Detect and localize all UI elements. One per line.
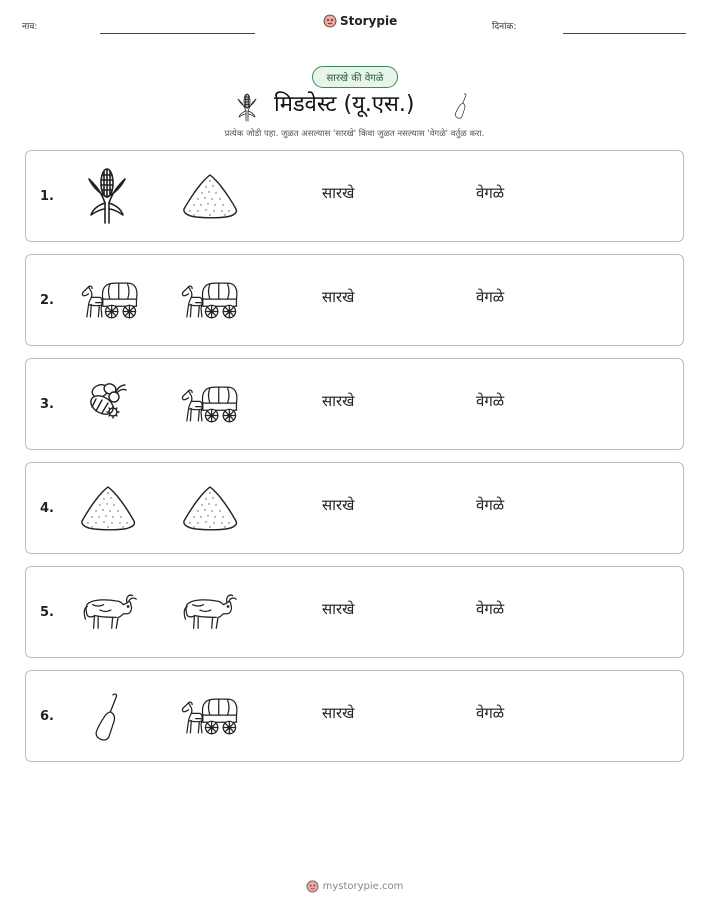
trowel-icon (90, 689, 124, 745)
bee-icon (82, 379, 132, 429)
name-label: नाव: (22, 22, 38, 32)
corn-icon (82, 165, 132, 225)
question-number: 3. (40, 397, 54, 412)
brand-name: Storypie (340, 14, 398, 28)
ox-icon (180, 587, 238, 635)
worksheet-type-badge: सारखे की वेगळे (312, 66, 398, 88)
covered-wagon-icon (178, 277, 240, 323)
title-row (0, 88, 709, 124)
different-option[interactable]: वेगळे (476, 704, 505, 722)
same-option[interactable]: सारखे (322, 184, 355, 202)
same-option[interactable]: सारखे (322, 600, 355, 618)
question-row-3 (25, 358, 684, 450)
question-row-2 (25, 254, 684, 346)
question-row-6 (25, 670, 684, 762)
same-option[interactable]: सारखे (322, 496, 355, 514)
date-line[interactable] (563, 33, 686, 34)
footer (0, 880, 709, 893)
sand-pile-icon (180, 483, 240, 533)
question-number: 6. (40, 709, 54, 724)
ox-icon (80, 587, 138, 635)
question-row-1 (25, 150, 684, 242)
footer-site[interactable]: mystorypie.com (322, 881, 404, 892)
covered-wagon-icon (78, 277, 140, 323)
covered-wagon-icon (178, 381, 240, 427)
name-line[interactable] (100, 33, 255, 34)
instructions: प्रत्येक जोडी पहा. जुळत असल्यास 'सारखे' किंवा जुळत नसल्यास 'वेगळे' वर्तुळ करा. (224, 129, 485, 139)
question-row-5 (25, 566, 684, 658)
trowel-icon (452, 90, 470, 122)
different-option[interactable]: वेगळे (476, 496, 505, 514)
different-option[interactable]: वेगळे (476, 184, 505, 202)
covered-wagon-icon (178, 693, 240, 739)
same-option[interactable]: सारखे (322, 392, 355, 410)
storypie-mascot-icon (306, 880, 319, 893)
question-row-4 (25, 462, 684, 554)
page-title: मिडवेस्ट (यू.एस.) (274, 92, 415, 117)
same-option[interactable]: सारखे (322, 288, 355, 306)
different-option[interactable]: वेगळे (476, 600, 505, 618)
corn-icon (235, 92, 259, 122)
brand-logo (323, 14, 397, 28)
different-option[interactable]: वेगळे (476, 392, 505, 410)
question-number: 5. (40, 605, 54, 620)
same-option[interactable]: सारखे (322, 704, 355, 722)
question-number: 1. (40, 189, 54, 204)
storypie-mascot-icon (323, 14, 337, 28)
question-number: 2. (40, 293, 54, 308)
different-option[interactable]: वेगळे (476, 288, 505, 306)
sand-pile-icon (180, 171, 240, 221)
date-label: दिनांक: (492, 22, 517, 32)
sand-pile-icon (78, 483, 138, 533)
question-number: 4. (40, 501, 54, 516)
